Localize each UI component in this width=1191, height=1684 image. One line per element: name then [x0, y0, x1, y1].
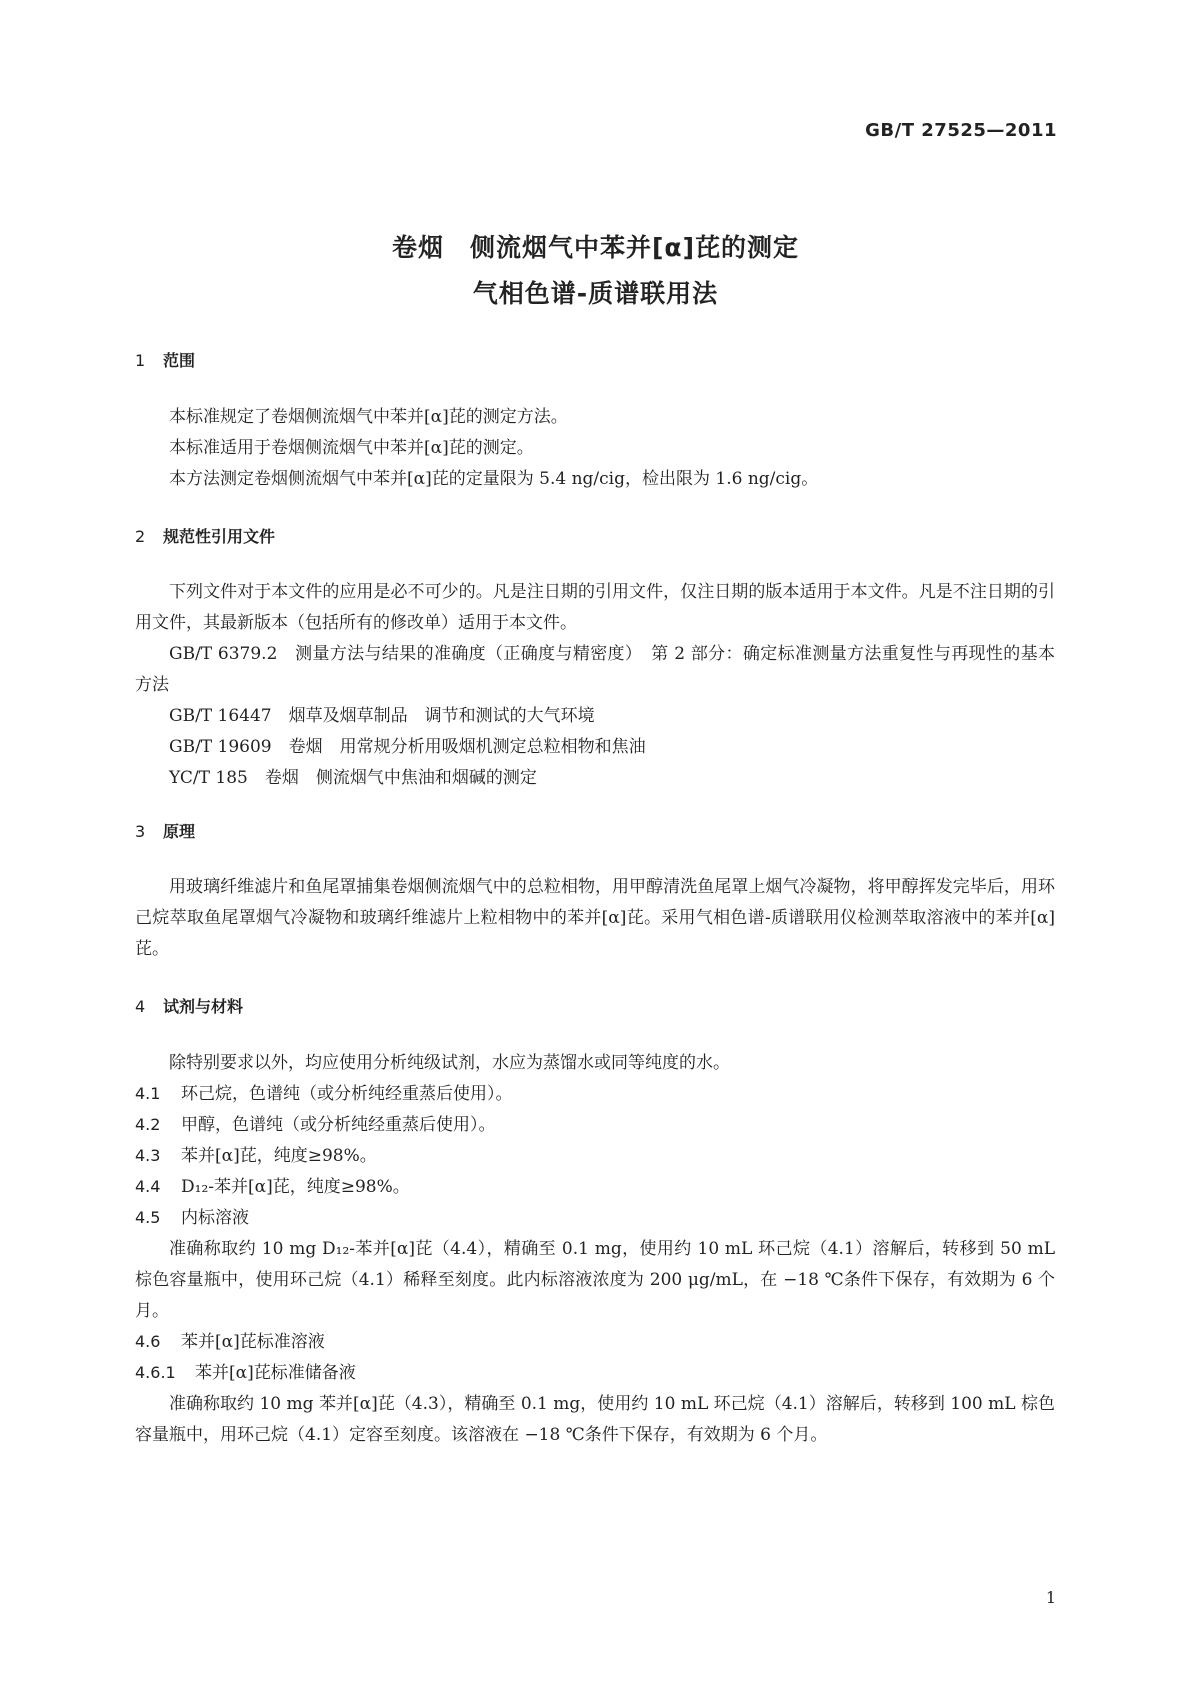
- scope-line-2: 本标准适用于卷烟侧流烟气中苯并[α]芘的测定。: [169, 438, 534, 458]
- clause-text: 苯并[α]芘标准储备液: [195, 1363, 356, 1383]
- scope-line-3: 本方法测定卷烟侧流烟气中苯并[α]芘的定量限为 5.4 ng/cig，检出限为 1.6 ng/cig。: [169, 469, 819, 489]
- principle-text: 用玻璃纤维滤片和鱼尾罩捕集卷烟侧流烟气中的总粒相物，用甲醇清洗鱼尾罩上烟气冷凝物，将甲醇挥发完毕后，用环己烷萃取鱼尾罩烟气冷凝物和玻璃纤维滤片上粒相物中的苯并[α]芘。采用气相色谱-质谱联用仪检测萃取溶液中的苯并[α]芘。: [135, 877, 1055, 959]
- section-title: 原理: [163, 822, 196, 841]
- section-heading-normative-references: [135, 524, 275, 547]
- references-intro: 下列文件对于本文件的应用是必不可少的。凡是注日期的引用文件，仅注日期的版本适用于本文件。凡是不注日期的引用文件，其最新版本（包括所有的修改单）适用于本文件。: [135, 582, 1055, 633]
- document-title-line1: 卷烟 侧流烟气中苯并[α]芘的测定: [391, 233, 800, 262]
- clause-4-4: [135, 1172, 410, 1197]
- clause-number: 4.6.1: [135, 1363, 176, 1382]
- clause-4-6: [135, 1327, 325, 1352]
- reference-item: YC/T 185 卷烟 侧流烟气中焦油和烟碱的测定: [169, 768, 537, 788]
- section-heading-reagents: [135, 994, 243, 1017]
- reference-item: GB/T 16447 烟草及烟草制品 调节和测试的大气环境: [169, 706, 595, 726]
- clause-text: 内标溶液: [181, 1208, 249, 1228]
- clause-text: 苯并[α]芘标准溶液: [181, 1332, 325, 1352]
- clause-4-5-body: 准确称取约 10 mg D₁₂-苯并[α]芘（4.4），精确至 0.1 mg，使用约 10 mL 环己烷（4.1）溶解后，转移到 50 mL 棕色容量瓶中，使用环己烷（4.1）稀释至刻度。此内标溶液浓度为 200 μg/mL，在 −18 ℃条件下保存，有效期为 6 个月。: [135, 1239, 1055, 1321]
- section-number: 3: [135, 822, 146, 841]
- section-number: 2: [135, 527, 146, 546]
- section-number: 1: [135, 351, 146, 370]
- clause-4-6-1: [135, 1358, 356, 1383]
- section-title: 规范性引用文件: [163, 527, 276, 546]
- clause-number: 4.1: [135, 1084, 161, 1103]
- section-heading-scope: [135, 348, 195, 371]
- clause-text: D₁₂-苯并[α]芘，纯度≥98%。: [181, 1177, 410, 1197]
- clause-number: 4.4: [135, 1177, 161, 1196]
- section-title: 试剂与材料: [163, 997, 244, 1016]
- page-number: 1: [1045, 1588, 1056, 1607]
- clause-4-5: [135, 1203, 249, 1228]
- scope-line-1: 本标准规定了卷烟侧流烟气中苯并[α]芘的测定方法。: [169, 407, 568, 427]
- clause-number: 4.2: [135, 1115, 161, 1134]
- clause-text: 苯并[α]芘，纯度≥98%。: [181, 1146, 377, 1166]
- clause-4-6-1-body: 准确称取约 10 mg 苯并[α]芘（4.3），精确至 0.1 mg，使用约 10 mL 环己烷（4.1）溶解后，转移到 100 mL 棕色容量瓶中，用环己烷（4.1）定容至刻度。该溶液在 −18 ℃条件下保存，有效期为 6 个月。: [135, 1394, 1055, 1445]
- clause-4-1: [135, 1079, 513, 1104]
- clause-text: 甲醇，色谱纯（或分析纯经重蒸后使用）。: [181, 1115, 496, 1135]
- clause-number: 4.5: [135, 1208, 161, 1227]
- section-heading-principle: [135, 819, 195, 842]
- section-number: 4: [135, 997, 146, 1016]
- section-title: 范围: [163, 351, 196, 370]
- clause-number: 4.6: [135, 1332, 161, 1351]
- reference-gbt-6379-2: GB/T 6379.2 测量方法与结果的准确度（正确度与精密度） 第 2 部分：确定标准测量方法重复性与再现性的基本方法: [135, 644, 1055, 695]
- clause-4-2: [135, 1110, 496, 1135]
- document-title-line2: 气相色谱-质谱联用法: [472, 279, 719, 308]
- clause-text: 环己烷，色谱纯（或分析纯经重蒸后使用）。: [181, 1084, 513, 1104]
- reference-item: GB/T 19609 卷烟 用常规分析用吸烟机测定总粒相物和焦油: [169, 737, 646, 757]
- clause-4-3: [135, 1141, 377, 1166]
- standard-number: GB/T 27525—2011: [865, 120, 1057, 141]
- reagents-intro: 除特别要求以外，均应使用分析纯级试剂，水应为蒸馏水或同等纯度的水。: [169, 1053, 730, 1073]
- clause-number: 4.3: [135, 1146, 161, 1165]
